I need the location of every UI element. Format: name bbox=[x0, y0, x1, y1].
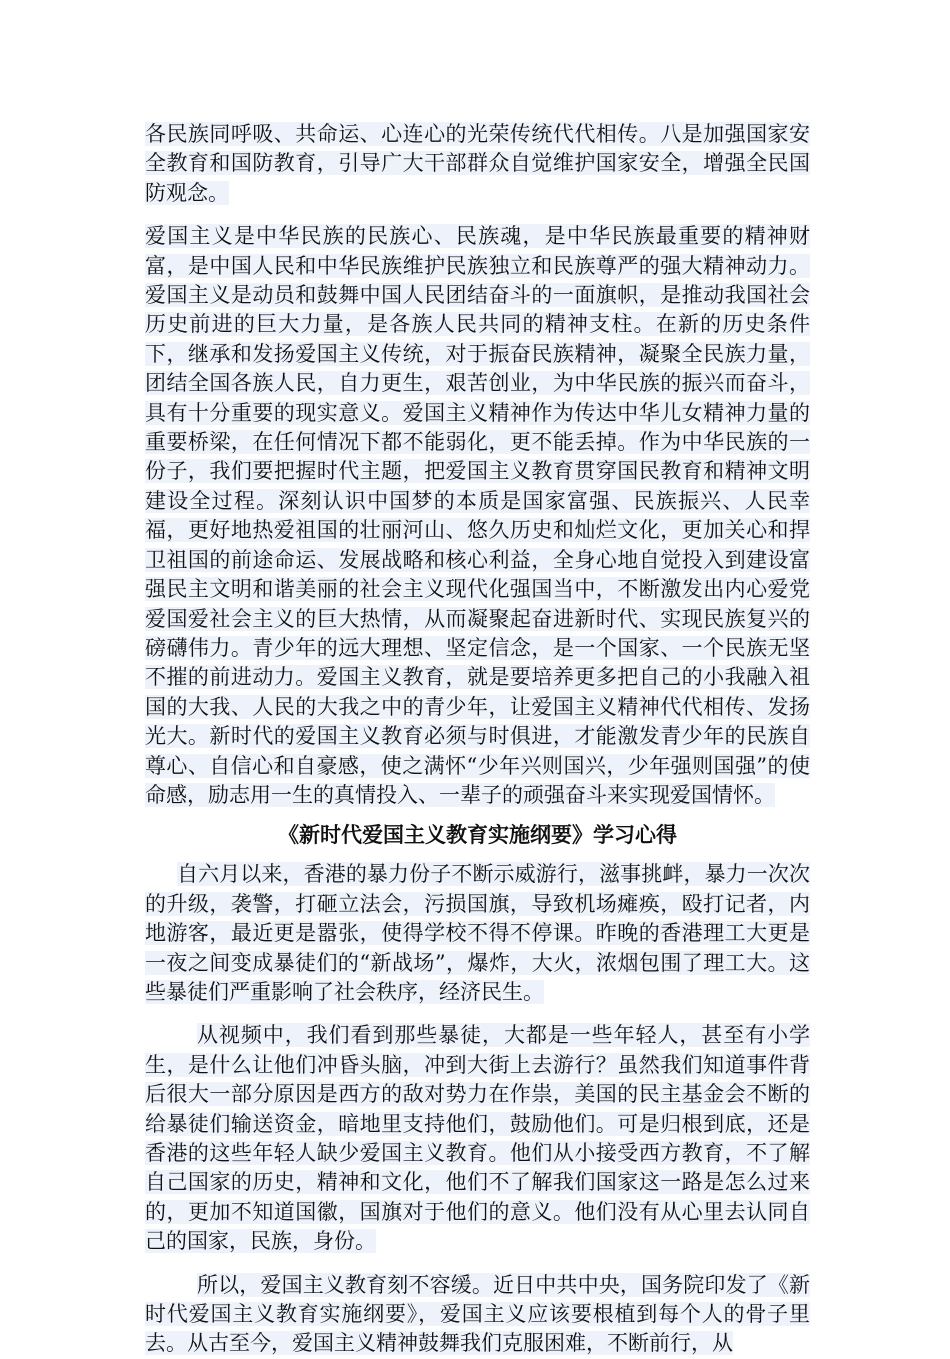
paragraph-gap bbox=[145, 1257, 810, 1271]
paragraph-continuation bbox=[145, 120, 810, 208]
paragraph-text: 从视频中，我们看到那些暴徒，大都是一些年轻人，甚至有小学生，是什么让他们冲昏头脑，冲到大街上去游行？虽然我们知道事件背后很大一部分原因是西方的敌对势力在作祟，美国的民主基金会不断的给暴徒们输送资金，暗地里支持他们，鼓励他们。可是归根到底，还是香港的这些年轻人缺少爱国主义教育。他们从小接受西方教育，不了解自己国家的历史，精神和文化，他们不了解我们国家这一路是怎么过来的，更加不知道国徽，国旗对于他们的意义。他们没有从心里去认同自己的国家，民族，身份。 bbox=[145, 1023, 810, 1254]
paragraph-gap bbox=[145, 208, 810, 222]
paragraph-text: 所以，爱国主义教育刻不容缓。近日中共中央，国务院印发了《新时代爱国主义教育实施纲要》，爱国主义应该要根植到每个人的骨子里去。从古至今，爱国主义精神鼓舞我们克服困难，不断前行，从 bbox=[145, 1272, 810, 1356]
paragraph-text: 爱国主义是中华民族的民族心、民族魂，是中华民族最重要的精神财富，是中国人民和中华民族维护民族独立和民族尊严的强大精神动力。爱国主义是动员和鼓舞中国人民团结奋斗的一面旗帜，是推动我国社会历史前进的巨大力量，是各族人民共同的精神支柱。在新的历史条件下，继承和发扬爱国主义传统，对于振奋民族精神，凝聚全民族力量，团结全国各族人民，自力更生，艰苦创业，为中华民族的振兴而奋斗，具有十分重要的现实意义。爱国主义精神作为传达中华儿女精神力量的重要桥梁，在任何情况下都不能弱化，更不能丢掉。作为中华民族的一份子，我们要把握时代主题，把爱国主义教育贯穿国民教育和精神文明建设全过程。深刻认识中国梦的本质是国家富强、民族振兴、人民幸福，更好地热爱祖国的壮丽河山、悠久历史和灿烂文化，更加关心和捍卫祖国的前途命运、发展战略和核心利益，全身心地自觉投入到建设富强民主文明和谐美丽的社会主义现代化强国当中，不断激发出内心爱党爱国爱社会主义的巨大热情，从而凝聚起奋进新时代、实现民族复兴的磅礴伟力。青少年的远大理想、坚定信念，是一个国家、一个民族无坚不摧的前进动力。爱国主义教育，就是要培养更多把自己的小我融入祖国的大我、人民的大我之中的青少年，让爱国主义精神代代相传、发扬光大。新时代的爱国主义教育必须与时俱进，才能激发青少年的民族自尊心、自信心和自豪感，使之满怀“少年兴则国兴，少年强则国强”的使命感，励志用一生的真情投入、一辈子的顽强奋斗来实现爱国情怀。 bbox=[145, 224, 810, 807]
paragraph-gap bbox=[145, 1007, 810, 1021]
paragraph-conclusion bbox=[145, 1271, 810, 1359]
paragraph-hongkong bbox=[145, 860, 810, 1007]
section-heading: 《新时代爱国主义教育实施纲要》学习心得 bbox=[278, 823, 677, 848]
paragraph-text: 自六月以来，香港的暴力份子不断示威游行，滋事挑衅，暴力一次次的升级，袭警，打砸立法会，污损国旗，导致机场瘫痪，殴打记者，内地游客，最近更是嚣张，使得学校不得不停课。昨晚的香港理工大更是一夜之间变成暴徒们的“新战场”，爆炸，大火，浓烟包围了理工大。这些暴徒们严重影响了社会秩序，经济民生。 bbox=[145, 862, 810, 1004]
document-page bbox=[145, 120, 810, 1359]
paragraph-text: 各民族同呼吸、共命运、心连心的光荣传统代代相传。八是加强国家安全教育和国防教育，引导广大干部群众自觉维护国家安全，增强全民国防观念。 bbox=[145, 122, 810, 205]
paragraph-patriotism bbox=[145, 222, 810, 810]
paragraph-video bbox=[145, 1021, 810, 1256]
